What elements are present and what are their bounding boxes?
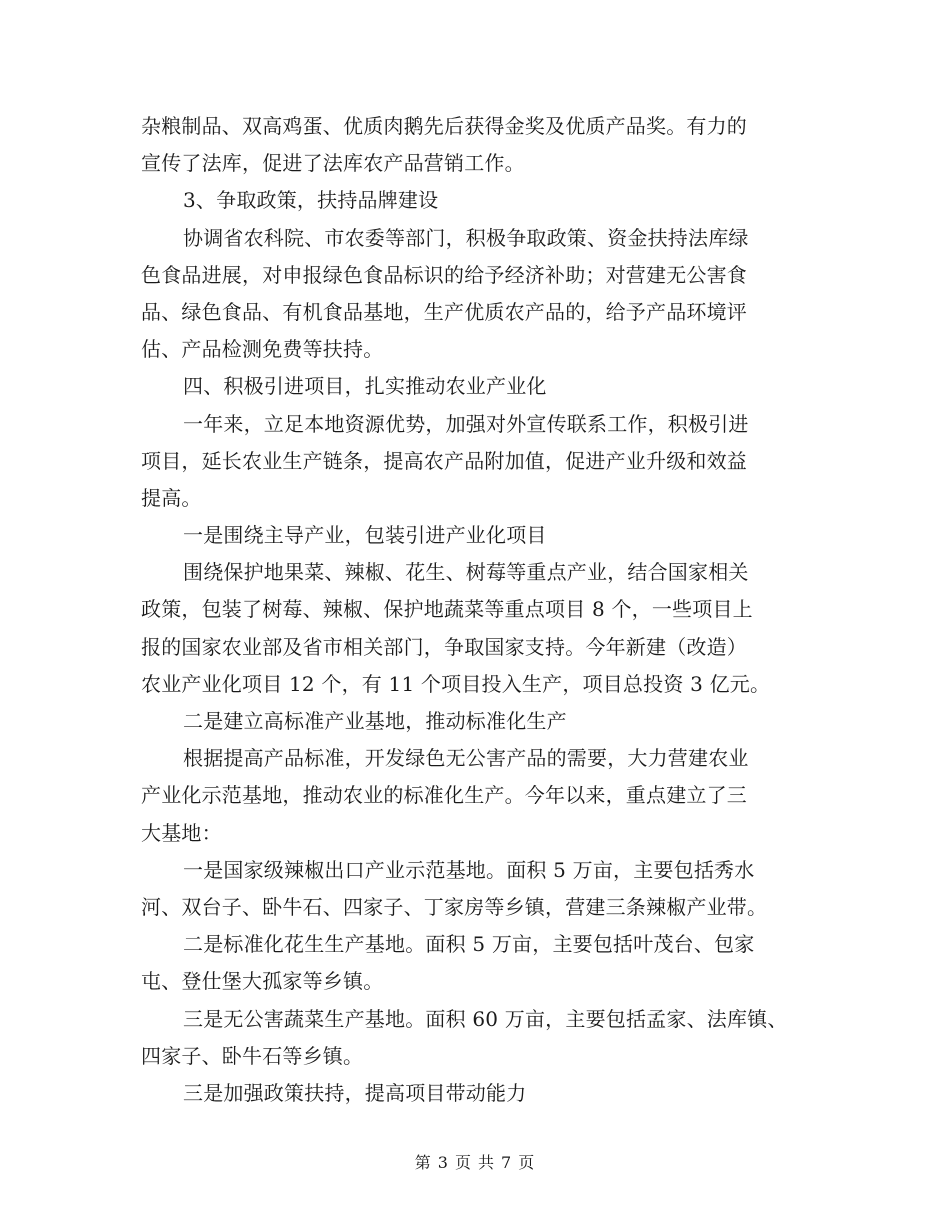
text-line: 提高。 (141, 485, 202, 510)
text-line: 根据提高产品标准，开发绿色无公害产品的需要，大力营建农业 (183, 746, 749, 771)
page-footer (0, 1150, 950, 1173)
text-line: 报的国家农业部及省市相关部门，争取国家支持。今年新建（改造） (141, 634, 747, 659)
text-line: 屯、登仕堡大孤家等乡镇。 (141, 969, 384, 994)
text-line: 农业产业化项目 12 个，有 11 个项目投入生产，项目总投资 3 亿元。 (141, 671, 771, 696)
text-line: 二是建立高标准产业基地，推动标准化生产 (183, 709, 567, 733)
text-line: 四家子、卧牛石等乡镇。 (141, 1043, 364, 1068)
text-line: 一年来，立足本地资源优势，加强对外宣传联系工作，积极引进 (183, 411, 749, 436)
text-line: 项目，延长农业生产链条，提高农产品附加值，促进产业升级和效益 (141, 448, 747, 473)
text-line: 大基地： (141, 820, 222, 845)
footer-suffix: 页 (518, 1153, 536, 1172)
text-line: 一是国家级辣椒出口产业示范基地。面积 5 万亩，主要包括秀水 (183, 857, 755, 882)
text-line: 河、双台子、卧牛石、四家子、丁家房等乡镇，营建三条辣椒产业带。 (141, 894, 768, 919)
text-line: 3、争取政策，扶持品牌建设 (183, 188, 439, 213)
text-line: 杂粮制品、双高鸡蛋、优质肉鹅先后获得金奖及优质产品奖。有力的 (141, 114, 747, 138)
text-line: 产业化示范基地，推动农业的标准化生产。今年以来，重点建立了三 (141, 783, 747, 808)
text-line: 政策，包装了树莓、辣椒、保护地蔬菜等重点项目 8 个，一些项目上 (141, 597, 753, 622)
text-line: 品、绿色食品、有机食品基地，生产优质农产品的，给予产品环境评 (141, 299, 747, 324)
body-text (141, 108, 811, 1112)
text-line: 一是围绕主导产业，包装引进产业化项目 (183, 523, 547, 548)
text-line: 围绕保护地果菜、辣椒、花生、树莓等重点产业，结合国家相关 (183, 560, 749, 585)
footer-prefix: 第 (414, 1153, 432, 1172)
text-line: 三是加强政策扶持，提高项目带动能力 (183, 1080, 527, 1105)
text-line: 三是无公害蔬菜生产基地。面积 60 万亩，主要包括孟家、法库镇、 (183, 1006, 788, 1031)
text-line: 四、积极引进项目，扎实推动农业产业化 (183, 374, 547, 399)
text-line: 色食品进展，对申报绿色食品标识的给予经济补助；对营建无公害食 (141, 262, 747, 287)
footer-middle: 页 共 (454, 1153, 496, 1172)
text-line: 二是标准化花生生产基地。面积 5 万亩，主要包括叶茂台、包家 (183, 932, 755, 957)
footer-page-number: 3 (437, 1153, 449, 1172)
text-line: 估、产品检测免费等扶持。 (141, 337, 384, 362)
text-line: 宣传了法库，促进了法库农产品营销工作。 (141, 151, 525, 176)
footer-total-pages: 7 (501, 1153, 513, 1172)
text-line: 协调省农科院、市农委等部门，积极争取政策、资金扶持法库绿 (183, 225, 749, 250)
